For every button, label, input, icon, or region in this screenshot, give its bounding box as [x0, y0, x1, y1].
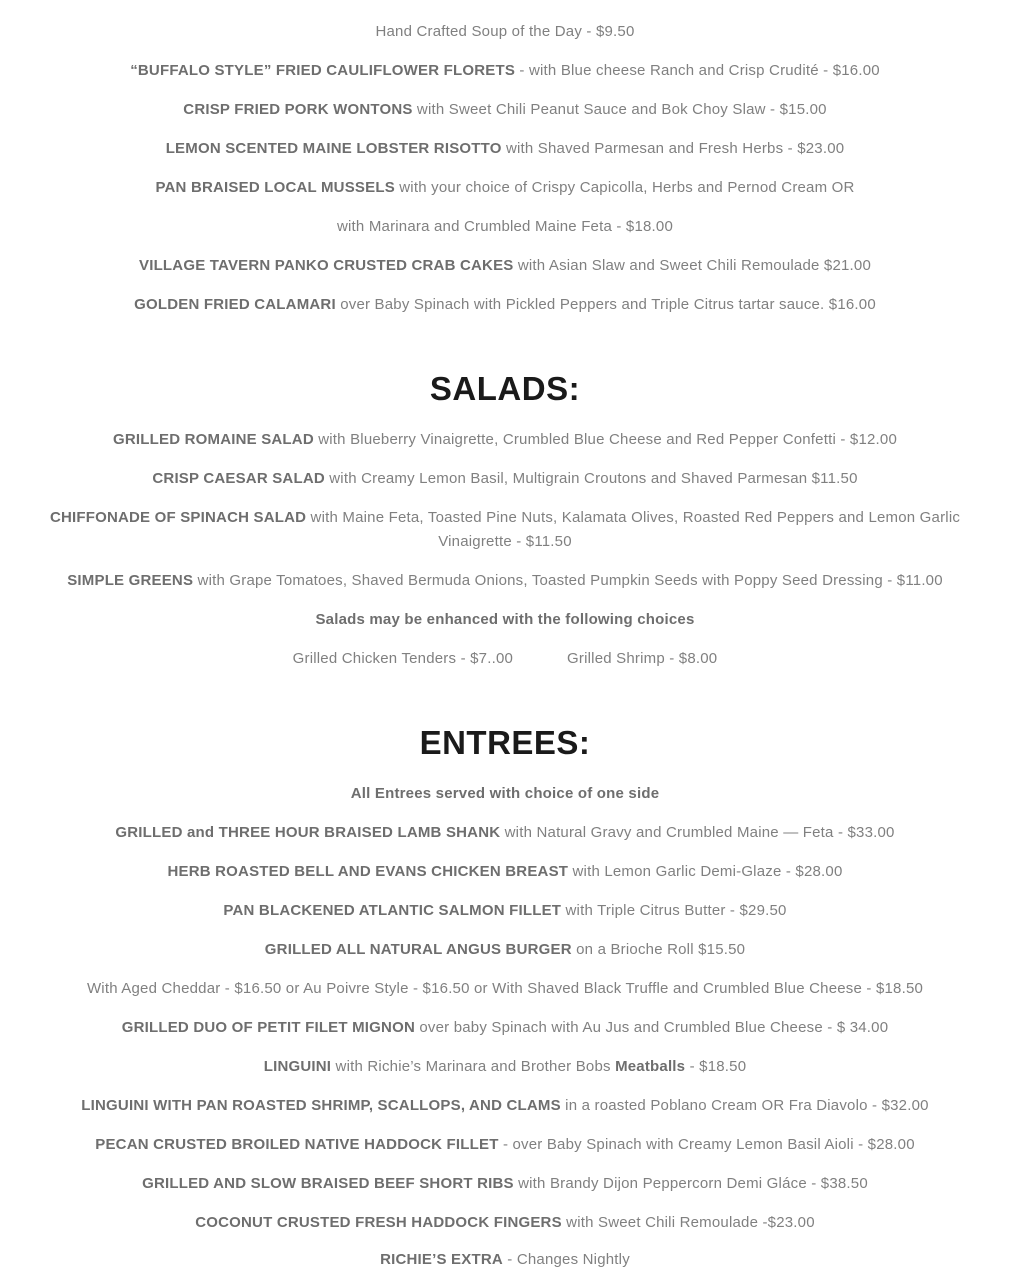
menu-item-romaine — [30, 428, 980, 452]
item-description: with Natural Gravy and Crumbled Maine — Feta - $33.00 — [500, 824, 895, 841]
item-description: with Sweet Chili Remoulade -$23.00 — [561, 1214, 815, 1231]
item-name: LINGUINI WITH PAN ROASTED SHRIMP, SCALLOPS, AND CLAMS — [81, 1097, 561, 1114]
item-description: With Aged Cheddar - $16.50 or Au Poivre Style - $16.50 or With Shaved Black Truffle and Crumbled Blue Cheese - $18.50 — [86, 980, 924, 997]
menu-item-calamari — [30, 293, 980, 317]
menu-item-chicken-breast — [30, 860, 980, 884]
item-description: with Marinara and Crumbled Maine Feta - $18.00 — [336, 218, 674, 235]
item-name: VILLAGE TAVERN PANKO CRUSTED CRAB CAKES — [139, 257, 514, 274]
menu-item-mussels — [30, 176, 980, 200]
menu-item-caesar — [30, 467, 980, 491]
item-name: GRILLED AND SLOW BRAISED BEEF SHORT RIBS — [142, 1175, 514, 1192]
item-name: PAN BRAISED LOCAL MUSSELS — [155, 179, 395, 196]
item-description: - Changes Nightly — [502, 1251, 630, 1268]
salads-enhancements — [30, 647, 980, 671]
menu-item-spinach-salad — [30, 506, 980, 554]
item-name: CRISP CAESAR SALAD — [152, 470, 325, 487]
item-name: GRILLED ALL NATURAL ANGUS BURGER — [264, 941, 572, 958]
menu-item-crab-cakes — [30, 254, 980, 278]
item-description: with Grape Tomatoes, Shaved Bermuda Onions, Toasted Pumpkin Seeds with Poppy Seed Dressing - $11.00 — [193, 572, 943, 589]
item-name: LINGUINI — [263, 1058, 332, 1075]
menu-item-haddock-fillet — [30, 1133, 980, 1157]
item-description: - over Baby Spinach with Creamy Lemon Basil Aioli - $28.00 — [498, 1136, 915, 1153]
menu-item-simple-greens — [30, 569, 980, 593]
item-description: with Asian Slaw and Sweet Chili Remoulade $21.00 — [513, 257, 871, 274]
salads-enhance-note — [30, 608, 980, 632]
note-text: Salads may be enhanced with the following choices — [315, 611, 695, 628]
menu-item-soup — [30, 20, 980, 44]
item-description: on a Brioche Roll $15.50 — [571, 941, 746, 958]
entrees-heading: ENTREES: — [419, 724, 591, 761]
item-name: “BUFFALO STYLE” FRIED CAULIFLOWER FLORETS — [130, 62, 516, 79]
item-name: HERB ROASTED BELL AND EVANS CHICKEN BREAST — [167, 863, 569, 880]
salads-heading: SALADS: — [429, 370, 581, 407]
item-name: RICHIE’S EXTRA — [380, 1251, 503, 1268]
item-description: with Maine Feta, Toasted Pine Nuts, Kalamata Olives, Roasted Red Peppers and Lemon Garlic Vinaigrette - $11.50 — [306, 509, 961, 550]
item-name: SIMPLE GREENS — [67, 572, 194, 589]
menu-item-wontons — [30, 98, 980, 122]
item-description: over Baby Spinach with Pickled Peppers and Triple Citrus tartar sauce. $16.00 — [335, 296, 876, 313]
enhancement-shrimp: Grilled Shrimp - $8.00 — [567, 650, 718, 667]
item-description: over baby Spinach with Au Jus and Crumbled Blue Cheese - $ 34.00 — [414, 1019, 889, 1036]
item-description: - with Blue cheese Ranch and Crisp Crudité - $16.00 — [515, 62, 880, 79]
menu-item-burger-options — [30, 977, 980, 1001]
item-name: GRILLED DUO OF PETIT FILET MIGNON — [121, 1019, 415, 1036]
item-description: with Brandy Dijon Peppercorn Demi Gláce - $38.50 — [513, 1175, 868, 1192]
menu-item-haddock-fingers — [30, 1211, 980, 1235]
menu-item-short-ribs — [30, 1172, 980, 1196]
menu-item-filet-mignon — [30, 1016, 980, 1040]
menu-item-risotto — [30, 137, 980, 161]
item-name: LEMON SCENTED MAINE LOBSTER RISOTTO — [165, 140, 502, 157]
item-description: with Richie’s Marinara and Brother Bobs — [331, 1058, 616, 1075]
menu-item-cauliflower — [30, 59, 980, 83]
menu-item-richies-extra — [30, 1248, 980, 1272]
item-description: with Lemon Garlic Demi-Glaze - $28.00 — [568, 863, 843, 880]
item-description: with Shaved Parmesan and Fresh Herbs - $23.00 — [501, 140, 845, 157]
item-description: with your choice of Crispy Capicolla, Herbs and Pernod Cream OR — [394, 179, 855, 196]
item-name: CRISP FRIED PORK WONTONS — [183, 101, 413, 118]
menu-item-burger — [30, 938, 980, 962]
item-description: with Triple Citrus Butter - $29.50 — [561, 902, 787, 919]
menu-item-linguini-meatballs — [30, 1055, 980, 1079]
item-name: PAN BLACKENED ATLANTIC SALMON FILLET — [223, 902, 562, 919]
item-price: - $18.50 — [685, 1058, 747, 1075]
item-description: Hand Crafted Soup of the Day - $9.50 — [375, 23, 635, 40]
item-name: GRILLED and THREE HOUR BRAISED LAMB SHANK — [115, 824, 501, 841]
item-description: with Creamy Lemon Basil, Multigrain Croutons and Shaved Parmesan $11.50 — [324, 470, 858, 487]
item-name: PECAN CRUSTED BROILED NATIVE HADDOCK FILLET — [95, 1136, 499, 1153]
menu-item-lamb-shank — [30, 821, 980, 845]
item-description: with Blueberry Vinaigrette, Crumbled Blue Cheese and Red Pepper Confetti - $12.00 — [313, 431, 897, 448]
item-name: GRILLED ROMAINE SALAD — [113, 431, 314, 448]
item-description: in a roasted Poblano Cream OR Fra Diavolo - $32.00 — [560, 1097, 929, 1114]
menu-item-mussels-cont — [30, 215, 980, 239]
item-name: CHIFFONADE OF SPINACH SALAD — [49, 509, 307, 526]
item-name: COCONUT CRUSTED FRESH HADDOCK FINGERS — [195, 1214, 562, 1231]
item-highlight: Meatballs — [615, 1058, 686, 1075]
note-text: All Entrees served with choice of one side — [350, 785, 660, 802]
enhancement-chicken: Grilled Chicken Tenders - $7..00 — [292, 650, 514, 667]
entrees-side-note — [30, 782, 980, 806]
menu-item-linguini-seafood — [30, 1094, 980, 1118]
item-name: GOLDEN FRIED CALAMARI — [134, 296, 336, 313]
menu-item-salmon — [30, 899, 980, 923]
item-description: with Sweet Chili Peanut Sauce and Bok Choy Slaw - $15.00 — [412, 101, 827, 118]
